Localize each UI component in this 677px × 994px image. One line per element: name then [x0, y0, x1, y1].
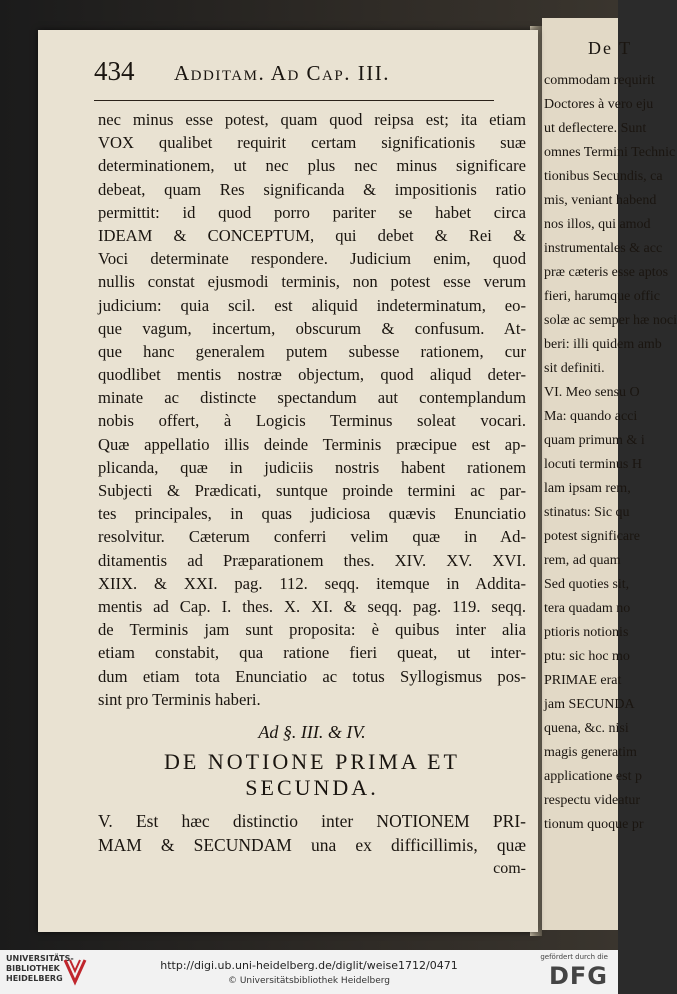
text-line: de Terminis jam sunt proposita: è quibus inter alia: [98, 620, 526, 640]
text-line: Doctores à vero eju: [544, 97, 654, 112]
text-line: V. Est hæc distinctio inter NOTIONEM PRI-: [98, 810, 526, 831]
text-line: ditamentis ad Præparationem thes. XIV. XV. XVI.: [98, 550, 526, 570]
text-line: plicanda, quæ in judiciis nostris habent rationem: [98, 457, 526, 477]
text-line: quam primum & i: [544, 433, 645, 448]
dfg-logo[interactable]: DFG: [548, 962, 608, 990]
facing-page: [542, 18, 677, 930]
text-line: Subjecti & Prædicati, suntque proinde termini ac par-: [98, 481, 526, 500]
text-line: quodlibet mentis nostræ objectum, quod aliqud deter-: [98, 365, 526, 385]
text-line: rem, ad quam: [544, 553, 621, 568]
funding-note: gefördert durch die: [540, 953, 608, 961]
facing-page-text: [542, 69, 677, 837]
text-line: ptu: sic hoc mo: [544, 649, 630, 664]
catchword: com-: [493, 859, 526, 877]
text-line: lam ipsam rem,: [544, 481, 631, 496]
text-line: que hanc generalem putem subesse rationem, cur: [98, 341, 526, 361]
text-line: commodam requirit: [544, 73, 655, 88]
text-line: etiam constabit, qua ratione fieri queat, ut inter-: [98, 643, 526, 663]
text-line: debeat, quam Res significanda & impositionis ratio: [98, 179, 526, 199]
text-line: ptioris notionis: [544, 625, 629, 640]
text-line: permittit: id quod porro pariter se habet circa: [98, 202, 526, 222]
text-line: sint pro Terminis haberi.: [98, 689, 261, 709]
text-line: Ma: quando acci: [544, 409, 638, 424]
text-line: judicium: quia scil. est aliquid indeterminatum, eo-: [98, 295, 526, 315]
page-header: [94, 56, 494, 101]
page-body: [98, 108, 526, 880]
section-reference: Ad §. III. & IV.: [258, 721, 366, 742]
text-line: beri: illi quidem amb: [544, 337, 662, 352]
section-paragraph: [98, 809, 526, 857]
text-line: VI. Meo sensu O: [544, 385, 640, 400]
text-line: dum etiam tota Enunciatio ac totus Syllogismus pos-: [98, 666, 526, 686]
text-line: præ cæteris esse aptos: [544, 265, 669, 280]
text-line: tionum quoque pr: [544, 817, 644, 832]
text-line: ut deflectere. Sunt: [544, 121, 647, 136]
text-line: respectu videatur: [544, 793, 641, 808]
facing-page-head: De T: [588, 38, 633, 58]
text-line: magis generatim: [544, 745, 637, 760]
viewer-footer: [0, 950, 618, 994]
book-page: [38, 30, 538, 932]
section-title-line-2: SECUNDA.: [245, 774, 379, 800]
text-line: solæ ac semper hæ noci: [544, 313, 677, 328]
copyright-notice: © Universitätsbibliothek Heidelberg: [227, 976, 390, 986]
text-line: quena, &c. nisi: [544, 721, 629, 736]
text-line: PRIMAE erat: [544, 673, 622, 688]
text-line: locuti terminus H: [544, 457, 642, 472]
text-line: Voci determinate respondere. Judicium enim, quod: [98, 249, 526, 269]
text-line: determinationem, ut nec plus nec minus significare: [98, 156, 526, 176]
text-line: IDEAM & CONCEPTUM, qui debet & Rei &: [98, 225, 526, 245]
permalink-url[interactable]: http://digi.ub.uni-heidelberg.de/diglit/weise1712/0471: [160, 959, 458, 972]
text-line: que vagum, incertum, obscurum & confusum. At-: [98, 318, 526, 338]
text-line: mentis ad Cap. I. thes. X. XI. & seqq. pag. 119. seqq.: [98, 596, 526, 616]
text-line: sit definiti.: [544, 361, 605, 376]
text-line: applicatione est p: [544, 769, 642, 784]
section-title-line-1: DE NOTIONE PRIMA ET: [164, 748, 460, 774]
text-line: tera quadam no: [544, 601, 631, 616]
text-line: instrumentales & acc: [544, 241, 663, 256]
page-number: 434: [94, 56, 135, 86]
text-line: tionibus Secundis, ca: [544, 169, 663, 184]
text-line: stinatus: Sic qu: [544, 505, 630, 520]
text-line: omnes Termini Technic: [544, 145, 676, 160]
text-line: VOX qualibet requirit certam significationis suæ: [98, 133, 526, 153]
text-line: minate ac distincte spectandum aut contemplandum: [98, 388, 526, 408]
text-line: nos illos, qui amod: [544, 217, 651, 232]
text-line: Quæ appellatio illis deinde Terminis præcipue est ap-: [98, 434, 526, 454]
text-line: tes principales, in quas judiciosa quævis Enunciatio: [98, 504, 526, 524]
text-line: nobis offert, à Logicis Terminus soleat vocari.: [98, 411, 526, 431]
text-line: Sed quoties sit,: [544, 577, 630, 592]
running-head: Additam. Ad Cap. III.: [174, 61, 390, 85]
text-line: potest significare: [544, 529, 641, 544]
text-line: fieri, harumque offic: [544, 289, 660, 304]
library-logo[interactable]: UNIVERSITÄTS- BIBLIOTHEK HEIDELBERG: [6, 954, 74, 983]
text-line: jam SECUNDA: [544, 697, 635, 712]
text-line: nec minus esse potest, quam quod reipsa est; ita etiam: [98, 110, 526, 129]
text-line: mis, veniant habend: [544, 193, 657, 208]
text-line: resolvitur. Cæterum conferri velim quæ in Ad-: [98, 527, 526, 547]
main-text: [98, 108, 526, 711]
text-line: nullis constat ejusmodi terminis, non potest esse verum: [98, 272, 526, 292]
text-line: MAM & SECUNDAM una ex difficillimis, quæ: [98, 834, 526, 855]
text-line: XIIX. & XXI. pag. 112. seqq. itemque in Addita-: [98, 573, 526, 593]
